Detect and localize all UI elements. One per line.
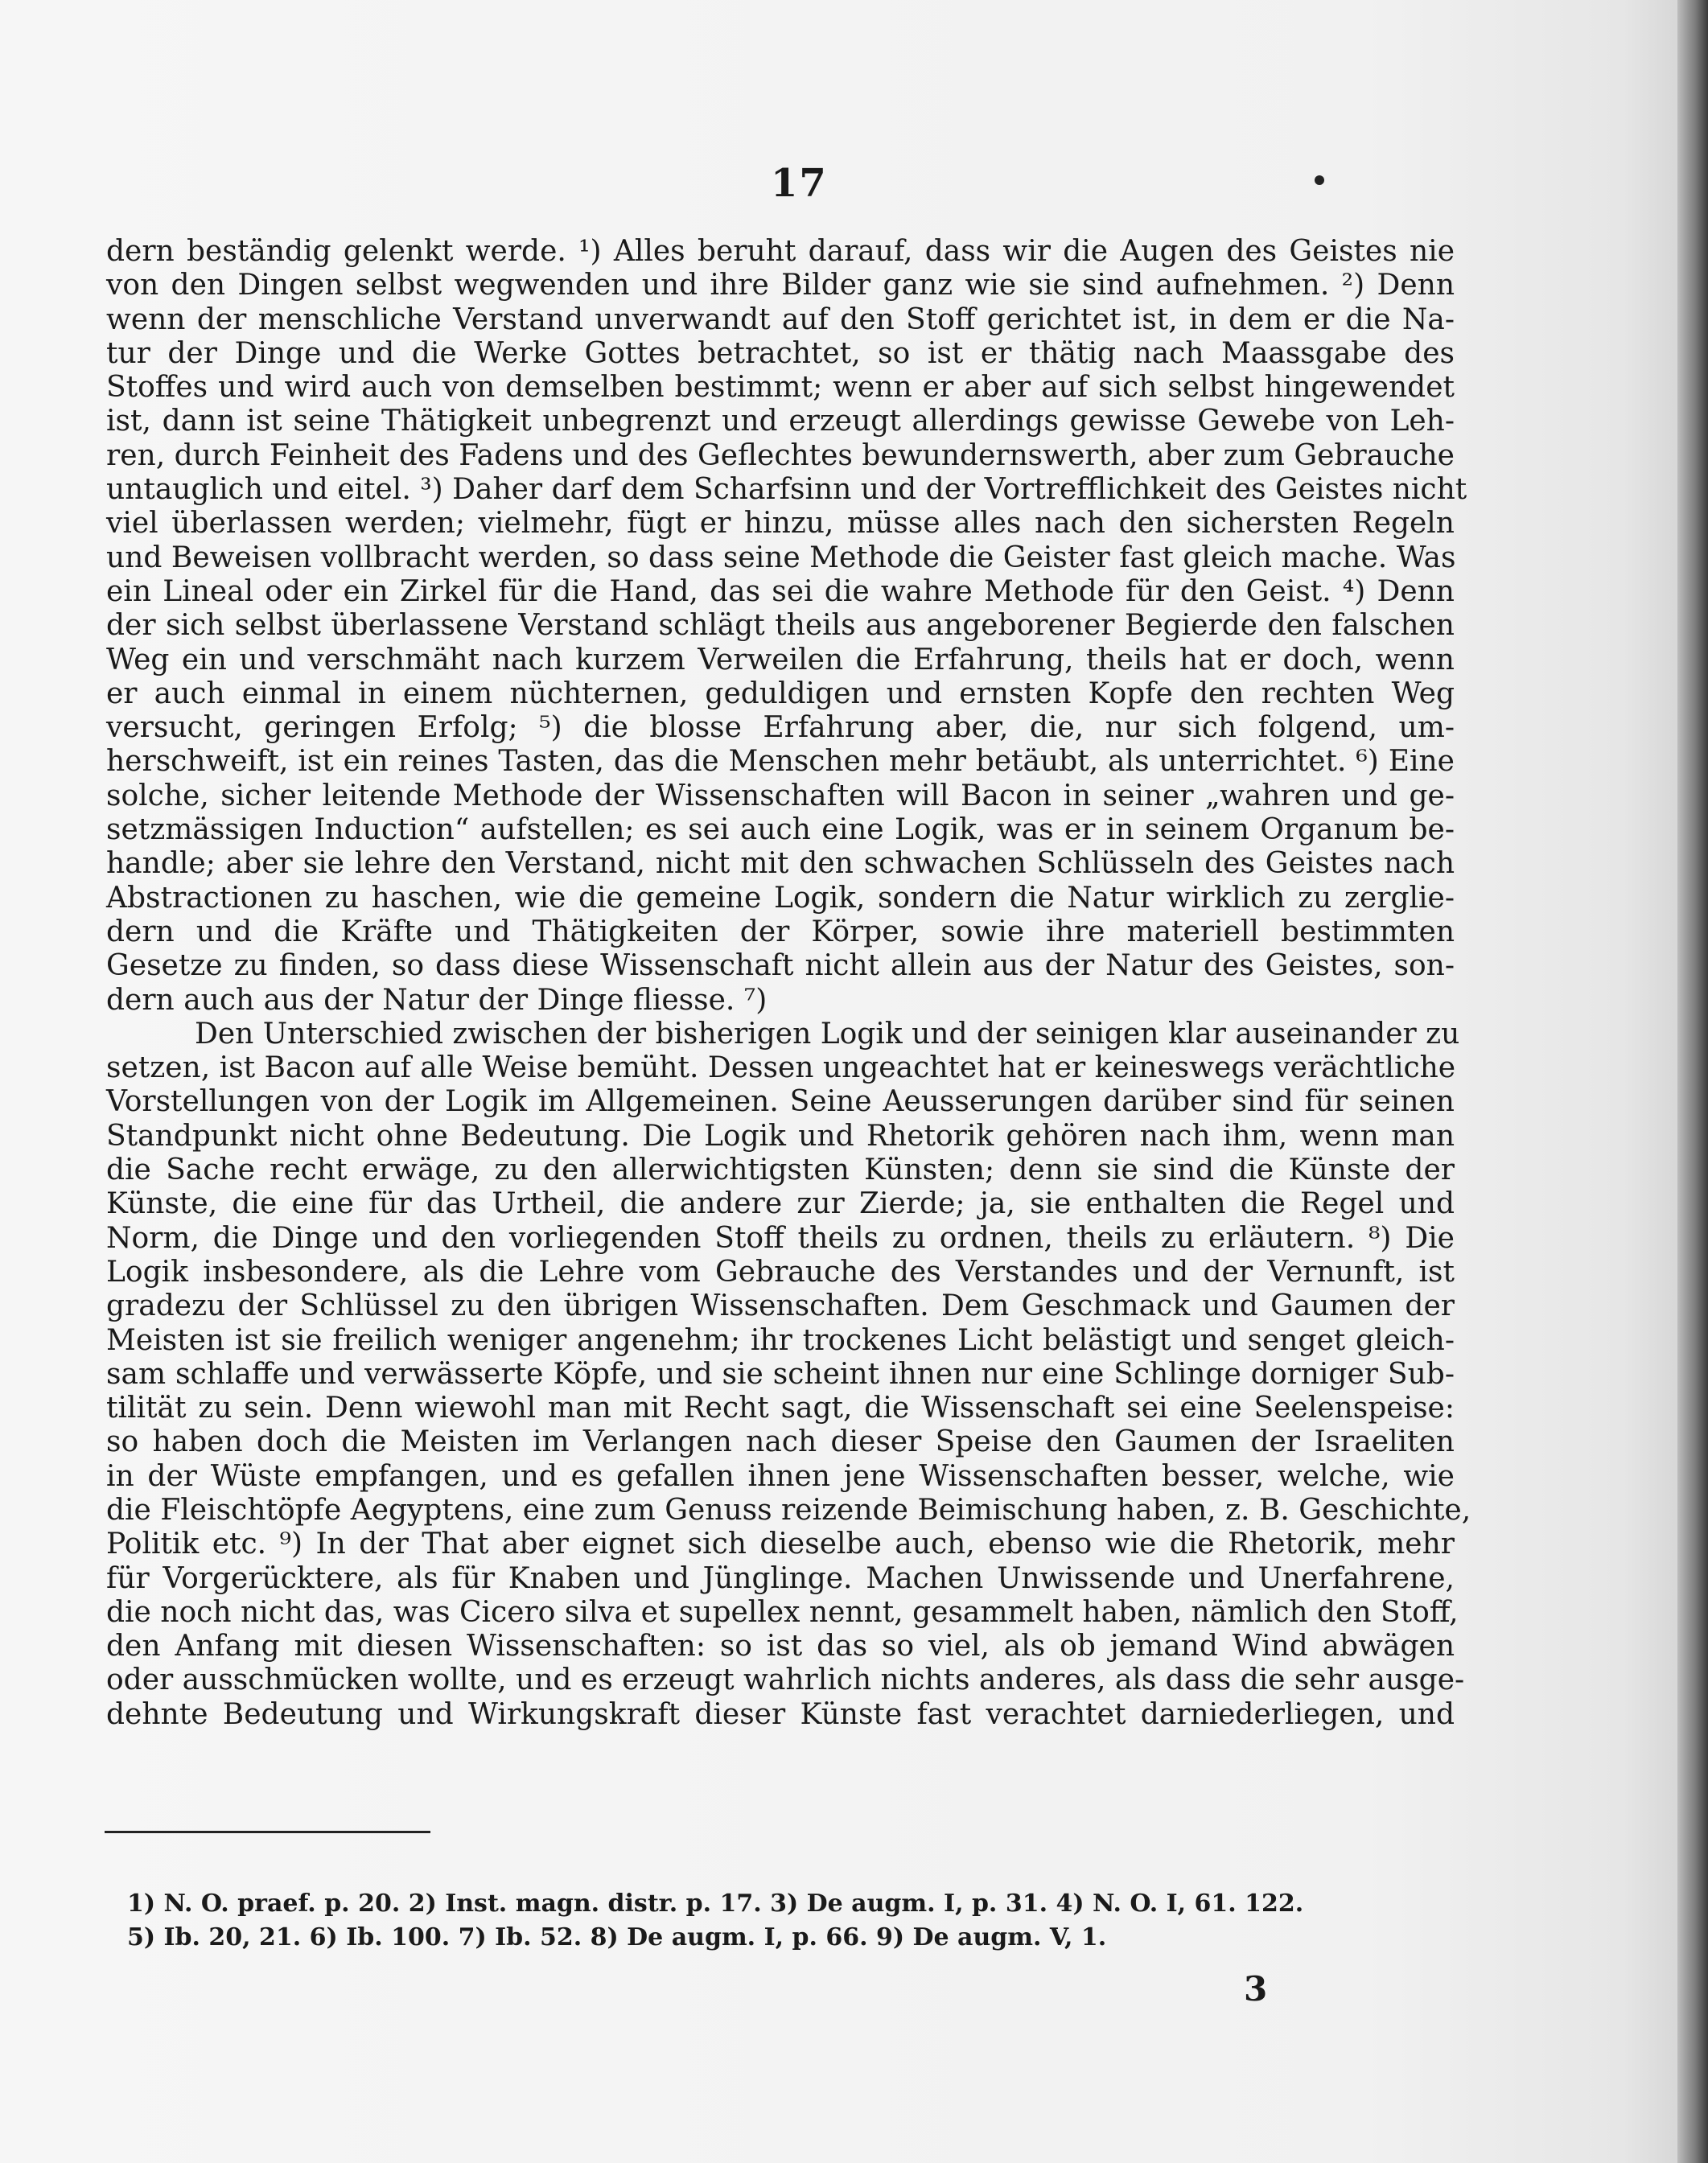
text-line: die Fleischtöpfe Aegyptens, eine zum Genuss reizende Beimischung haben, z. B. Geschichte, [106, 1493, 1471, 1527]
text-line: Weg ein und verschmäht nach kurzem Verweilen die Erfahrung, theils hat er doch, wenn [106, 643, 1455, 676]
text-line: setzen, ist Bacon auf alle Weise bemüht. Dessen ungeachtet hat er keineswegs verächtliche [106, 1051, 1456, 1085]
text-line: in der Wüste empfangen, und es gefallen ihnen jene Wissenschaften besser, welche, wie [106, 1459, 1455, 1493]
text-line: den Anfang mit diesen Wissenschaften: so ist das so viel, als ob jemand Wind abwägen [106, 1630, 1455, 1663]
text-line: und Beweisen vollbracht werden, so dass seine Methode die Geister fast gleich mache. Was [106, 541, 1456, 574]
text-line: viel überlassen werden; vielmehr, fügt er hinzu, müsse alles nach den sichersten Regeln [106, 507, 1455, 541]
text-line: Den Unterschied zwischen der bisherigen Logik und der seinigen klar auseinander zu [195, 1017, 1460, 1051]
text-line: tur der Dinge und die Werke Gottes betrachtet, so ist er thätig nach Maassgabe des [106, 336, 1455, 370]
text-line: Politik etc. ⁹) In der That aber eignet sich dieselbe auch, ebenso wie die Rhetorik, mehr [106, 1528, 1455, 1561]
text-line: ren, durch Feinheit des Fadens und des Geflechtes bewundernswerth, aber zum Gebrauche [106, 438, 1455, 472]
text-line: tilität zu sein. Denn wiewohl man mit Recht sagt, die Wissenschaft sei eine Seelenspeise: [106, 1392, 1455, 1425]
signature-mark: 3 [1244, 1969, 1268, 2009]
text-line: Standpunkt nicht ohne Bedeutung. Die Logik und Rhetorik gehören nach ihm, wenn man [106, 1119, 1455, 1153]
text-line: dern und die Kräfte und Thätigkeiten der Körper, sowie ihre materiell bestimmten [106, 915, 1455, 948]
text-line: ist, dann ist seine Thätigkeit unbegrenzt und erzeugt allerdings gewisse Gewebe von Leh- [106, 405, 1455, 438]
text-line: dern beständig gelenkt werde. ¹) Alles beruht darauf, dass wir die Augen des Geistes nie [106, 235, 1455, 268]
text-line: dehnte Bedeutung und Wirkungskraft dieser Künste fast verachtet darniederliegen, und [106, 1697, 1455, 1731]
text-line: Logik insbesondere, als die Lehre vom Gebrauche des Verstandes und der Vernunft, ist [106, 1255, 1455, 1289]
text-line: Norm, die Dinge und den vorliegenden Stoff theils zu ordnen, theils zu erläutern. ⁸) Die [106, 1221, 1455, 1255]
text-line: so haben doch die Meisten im Verlangen nach dieser Speise den Gaumen der Israeliten [106, 1425, 1455, 1459]
text-line: oder ausschmücken wollte, und es erzeugt wahrlich nichts anderes, als dass die sehr ausge- [106, 1663, 1465, 1697]
text-line: von den Dingen selbst wegwenden und ihre Bilder ganz wie sie sind aufnehmen. ²) Denn [106, 269, 1455, 302]
text-line: für Vorgerücktere, als für Knaben und Jünglinge. Machen Unwissende und Unerfahrene, [106, 1561, 1455, 1595]
page-number: 17 [771, 161, 828, 206]
text-line: der sich selbst überlassene Verstand schlägt theils aus angeborener Begierde den falschen [106, 609, 1455, 643]
text-line: Stoffes und wird auch von demselben bestimmt; wenn er aber auf sich selbst hingewendet [106, 371, 1455, 405]
text-line: setzmässigen Induction“ aufstellen; es sei auch eine Logik, was er in seinem Organum be- [106, 813, 1455, 847]
text-line: Künste, die eine für das Urtheil, die andere zur Zierde; ja, sie enthalten die Regel und [106, 1187, 1455, 1221]
text-line: Meisten ist sie freilich weniger angenehm; ihr trockenes Licht belästigt und senget gleich- [106, 1323, 1455, 1357]
text-line: gradezu der Schlüssel zu den übrigen Wissenschaften. Dem Geschmack und Gaumen der [106, 1289, 1455, 1323]
print-mark [1315, 175, 1324, 185]
text-line: versucht, geringen Erfolg; ⁵) die blosse Erfahrung aber, die, nur sich folgend, um- [106, 711, 1455, 745]
text-line: Vorstellungen von der Logik im Allgemeinen. Seine Aeusserungen darüber sind für seinen [106, 1085, 1455, 1119]
text-line: sam schlaffe und verwässerte Köpfe, und sie scheint ihnen nur eine Schlinge dorniger Sub- [106, 1357, 1455, 1391]
footnotes [127, 1887, 1447, 1955]
text-line: er auch einmal in einem nüchternen, geduldigen und ernsten Kopfe den rechten Weg [106, 676, 1455, 710]
text-line: untauglich und eitel. ³) Daher darf dem Scharfsinn und der Vortrefflichkeit des Geistes nicht [106, 473, 1467, 507]
text-line: Gesetze zu finden, so dass diese Wissenschaft nicht allein aus der Natur des Geistes, son- [106, 949, 1455, 983]
text-line: Abstractionen zu haschen, wie die gemeine Logik, sondern die Natur wirklich zu zerglie- [106, 881, 1455, 915]
text-line: solche, sicher leitende Methode der Wissenschaften will Bacon in seiner „wahren und ge- [106, 779, 1455, 812]
footnote-line: 1) N. O. praef. p. 20. 2) Inst. magn. distr. p. 17. 3) De augm. I, p. 31. 4) N. O. I, 61. 122. [127, 1890, 1304, 1918]
text-line: herschweift, ist ein reines Tasten, das die Menschen mehr betäubt, als unterrichtet. ⁶) Eine [106, 745, 1455, 779]
text-line: handle; aber sie lehre den Verstand, nicht mit den schwachen Schlüsseln des Geistes nach [106, 847, 1455, 881]
page-gutter-shadow [1677, 0, 1708, 2163]
main-text [106, 235, 1471, 1732]
footnote-rule [105, 1831, 430, 1833]
footnote-line: 5) Ib. 20, 21. 6) Ib. 100. 7) Ib. 52. 8) De augm. I, p. 66. 9) De augm. V, 1. [127, 1923, 1107, 1951]
text-line: die noch nicht das, was Cicero silva et supellex nennt, gesammelt haben, nämlich den Stoff, [106, 1595, 1459, 1629]
text-line: ein Lineal oder ein Zirkel für die Hand, das sei die wahre Methode für den Geist. ⁴) Denn [106, 574, 1455, 608]
text-line: dern auch aus der Natur der Dinge fliesse. ⁷) [106, 983, 768, 1017]
text-line: die Sache recht erwäge, zu den allerwichtigsten Künsten; denn sie sind die Künste der [106, 1153, 1455, 1187]
text-line: wenn der menschliche Verstand unverwandt auf den Stoff gerichtet ist, in dem er die Na- [106, 302, 1455, 336]
